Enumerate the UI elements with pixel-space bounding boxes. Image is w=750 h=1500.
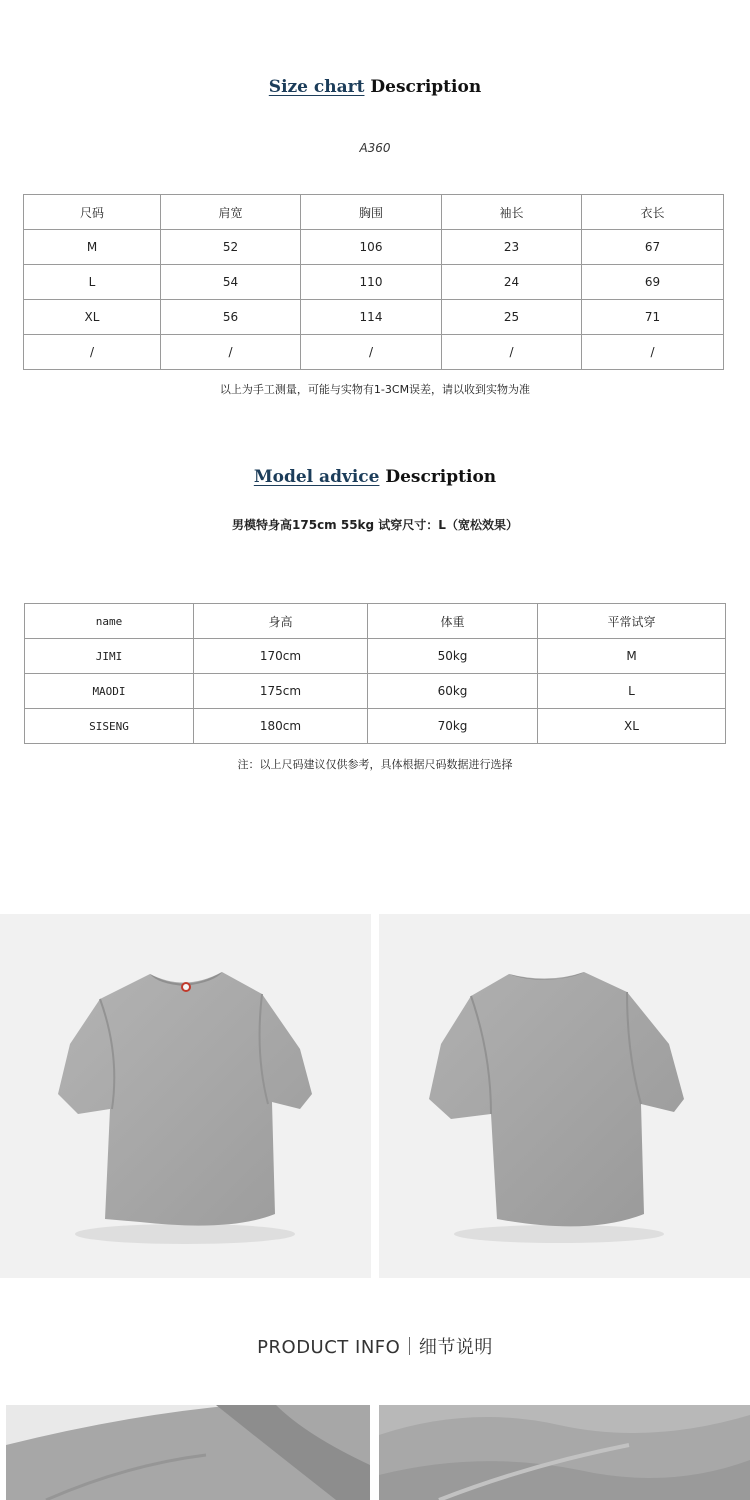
table-cell: L [538,674,726,709]
header-cell: 胸围 [301,195,442,230]
table-cell: M [24,230,161,265]
product-info-title: PRODUCT INFO｜细节说明 [257,1337,493,1358]
table-cell: 23 [442,230,582,265]
size-chart-note: 以上为手工测量，可能与实物有1-3CM误差，请以收到实物为准 [219,383,531,396]
table-header-row [25,604,726,639]
table-cell: / [24,335,161,370]
table-cell: 110 [301,265,442,300]
tshirt-back-image [379,914,750,1278]
header-cell: 平常试穿 [538,604,726,639]
header-cell: 肩宽 [161,195,301,230]
table-row [25,709,726,744]
table-cell: XL [24,300,161,335]
size-chart-table [23,194,724,370]
table-cell: 60kg [368,674,538,709]
size-chart-title-accent: Size chart [268,77,365,97]
table-row [24,335,724,370]
table-cell: XL [538,709,726,744]
model-advice-title [0,467,750,487]
table-cell: / [301,335,442,370]
table-cell: 180cm [194,709,368,744]
model-fit-line: 男模特身高175cm 55kg 试穿尺寸：L（宽松效果） [232,518,518,532]
header-cell: 衣长 [582,195,724,230]
tshirt-front-photo [0,914,371,1278]
table-row [24,265,724,300]
size-chart-title-rest: Description [370,77,482,97]
table-cell: 70kg [368,709,538,744]
header-cell: 身高 [194,604,368,639]
model-advice-title-rest: Description [385,467,497,487]
table-cell: L [24,265,161,300]
model-advice-table [24,603,726,744]
table-row [24,300,724,335]
table-cell: 50kg [368,639,538,674]
detail-photo-collar [6,1405,370,1500]
header-cell: 尺码 [24,195,161,230]
header-cell: 体重 [368,604,538,639]
size-chart-title [0,77,750,97]
table-cell: 175cm [194,674,368,709]
table-cell: 69 [582,265,724,300]
tshirt-front-image [0,914,371,1278]
table-cell: 52 [161,230,301,265]
collar-detail-image [6,1405,370,1500]
header-cell: 袖长 [442,195,582,230]
table-header-row [24,195,724,230]
table-cell: 54 [161,265,301,300]
table-cell: SISENG [25,709,194,744]
table-cell: 71 [582,300,724,335]
table-cell: 25 [442,300,582,335]
table-cell: M [538,639,726,674]
table-cell: 56 [161,300,301,335]
table-cell: 67 [582,230,724,265]
detail-photo-fabric [379,1405,750,1500]
model-advice-title-accent: Model advice [253,467,380,487]
table-cell: JIMI [25,639,194,674]
tshirt-back-photo [379,914,750,1278]
table-cell: / [161,335,301,370]
table-cell: / [442,335,582,370]
table-row [25,674,726,709]
table-cell: / [582,335,724,370]
model-advice-note: 注：以上尺码建议仅供参考，具体根据尺码数据进行选择 [237,758,513,771]
table-cell: 106 [301,230,442,265]
fabric-detail-image [379,1405,750,1500]
table-row [25,639,726,674]
table-cell: 24 [442,265,582,300]
product-code: A360 [359,141,391,155]
table-cell: 114 [301,300,442,335]
table-row [24,230,724,265]
table-cell: MAODI [25,674,194,709]
table-cell: 170cm [194,639,368,674]
header-cell: name [25,604,194,639]
